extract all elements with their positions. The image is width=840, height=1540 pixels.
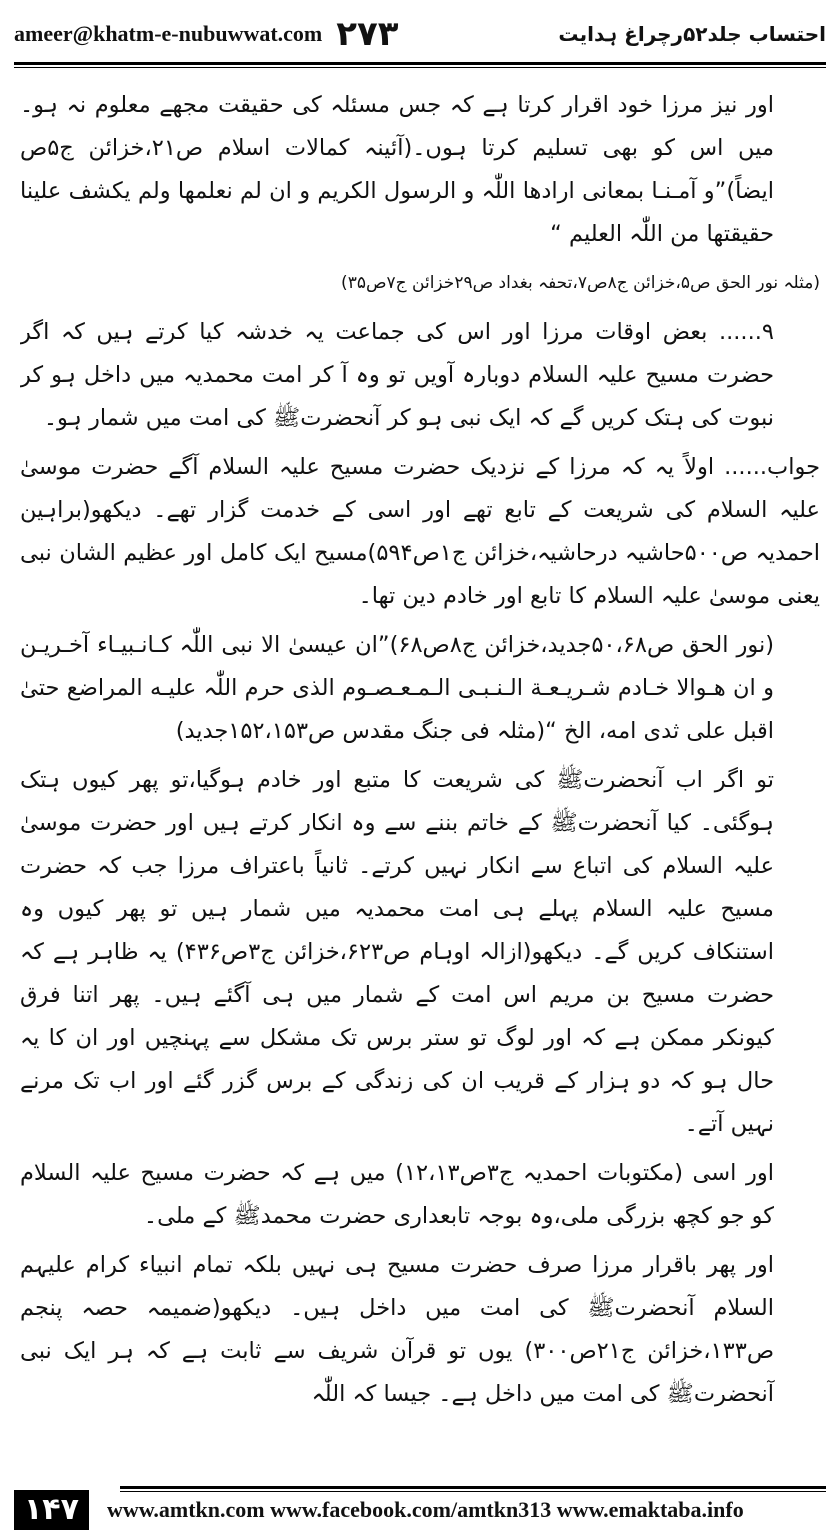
header-left [14, 14, 399, 54]
page-body [20, 84, 820, 1464]
paragraph-6: اور اسی (مکتوبات احمدیہ ج۳ص۱۲،۱۳) میں ہے کہ حضرت مسیح علیہ السلام کو جو کچھ بزرگی ملی،وہ بوجہ تابعداری حضرت محمدﷺ کے ملی۔ [20, 1160, 774, 1229]
paragraph-7: اور پھر باقرار مرزا صرف حضرت مسیح ہی نہیں بلکہ تمام انبیاء کرام علیہم السلام آنحضرتﷺ کی امت میں داخل ہیں۔ دیکھو(ضمیمہ حصہ پنجم ص۱۳۳،خزائن ج۲۱ص۳۰۰) یوں تو قرآن شریف سے ثابت ہے کہ ہر ایک نبی آنحضرتﷺ کی امت میں داخل ہے۔ جیسا کہ اللّٰہ [20, 1252, 775, 1407]
page-footer [14, 1490, 826, 1530]
paragraph-5: تو اگر اب آنحضرتﷺ کی شریعت کا متبع اور خادم ہوگیا،تو پھر کیوں ہتک ہوگئی۔ کیا آنحضرتﷺ کے خاتم بننے سے وہ انکار کرتے ہیں اور حضرت موسیٰ علیہ السلام کی اتباع سے انکار نہیں کرتے۔ ثانیاً باعتراف مرزا جب کہ حضرت مسیح علیہ السلام پہلے ہی امت محمدیہ میں شمار ہیں تو پھر کیوں وہ استنکاف کریں گے۔ دیکھو(ازالہ اوہام ص۶۲۳،خزائن ج۳ص۴۳۶) یہ ظاہر ہے کہ حضرت مسیح بن مریم اس امت کے شمار میں ہی آگئے ہیں۔ پھر اتنا فرق کیونکر ممکن ہے کہ اور لوگ تو ستر برس تک مشکل سے پہنچیں اور ان کا یہ حال ہو کہ دو ہزار کے قریب ان کی زندگی کے برس گزر گئے اور اب تک مرنے نہیں آتے۔ [20, 767, 774, 1137]
page-header [14, 10, 826, 58]
paragraph-1: اور نیز مرزا خود اقرار کرتا ہے کہ جس مسئلہ کی حقیقت مجھے معلوم نہ ہو۔ میں اس کو بھی تسلیم کرتا ہوں۔(آئینہ کمالات اسلام ص۲۱،خزائن ج۵ص ایضاً)”و آمـنـا بمعانی ارادھا اللّٰہ و الرسول الکریم و ان لم نعلمها ولم یکشف علینا حقیقتها من اللّٰہ العلیم “ [20, 92, 775, 247]
header-rule-thin [14, 67, 826, 68]
paragraph-4: (نور الحق ص۵۰،۶۸جدید،خزائن ج۸ص۶۸)”ان عیسیٰ الا نبی اللّٰہ کـانـبیـاء آخـریـن و ان هـوالا خـادم شـریـعـة الـنـبـی الـمـعـصـوم الذی حرم اللّٰہ علیـه المراضع حتیٰ اقبل علی ثدی امه، الخ “(مثلہ فی جنگ مقدس ص۱۵۲،۱۵۳جدید) [20, 632, 774, 744]
running-title: احتساب جلد۵۲رچراغ ہدایت [558, 22, 826, 46]
footer-urls: www.amtkn.com www.facebook.com/amtkn313 www.emaktaba.info [106, 1497, 744, 1522]
paragraph-2: ۹...... بعض اوقات مرزا اور اس کی جماعت یہ خدشہ کیا کرتے ہیں کہ اگر حضرت مسیح علیہ السلام دوبارہ آویں تو وہ آ کر امت محمدیہ میں داخل ہو کر نبوت کی ہتک کریں گے کہ ایک نبی ہو کر آنحضرتﷺ کی امت میں شمار ہو۔ [20, 319, 774, 431]
header-page-number: ۲۷۳ [336, 14, 399, 54]
reference-line-1: (مثلہ نور الحق ص۵،خزائن ج۸ص۷،تحفہ بغداد ص۲۹خزائن ج۷ص۳۵) [341, 273, 820, 293]
footer-folio: ۱۴۷ [14, 1490, 89, 1530]
header-email: ameer@khatm-e-nubuwwat.com [14, 21, 323, 46]
footer-rule [120, 1486, 826, 1489]
header-rule [14, 62, 826, 65]
paragraph-3: جواب...... اولاً یہ کہ مرزا کے نزدیک حضرت مسیح علیہ السلام آگے حضرت موسیٰ علیہ السلام کی شریعت کے تابع تھے اور اسی کے خدمت گزار تھے۔ دیکھو(براہین احمدیہ ص۵۰۰حاشیہ درحاشیہ،خزائن ج۱ص۵۹۴)مسیح ایک کامل اور عظیم الشان نبی یعنی موسیٰ علیہ السلام کا تابع اور خادم دین تھا۔ [20, 454, 820, 609]
